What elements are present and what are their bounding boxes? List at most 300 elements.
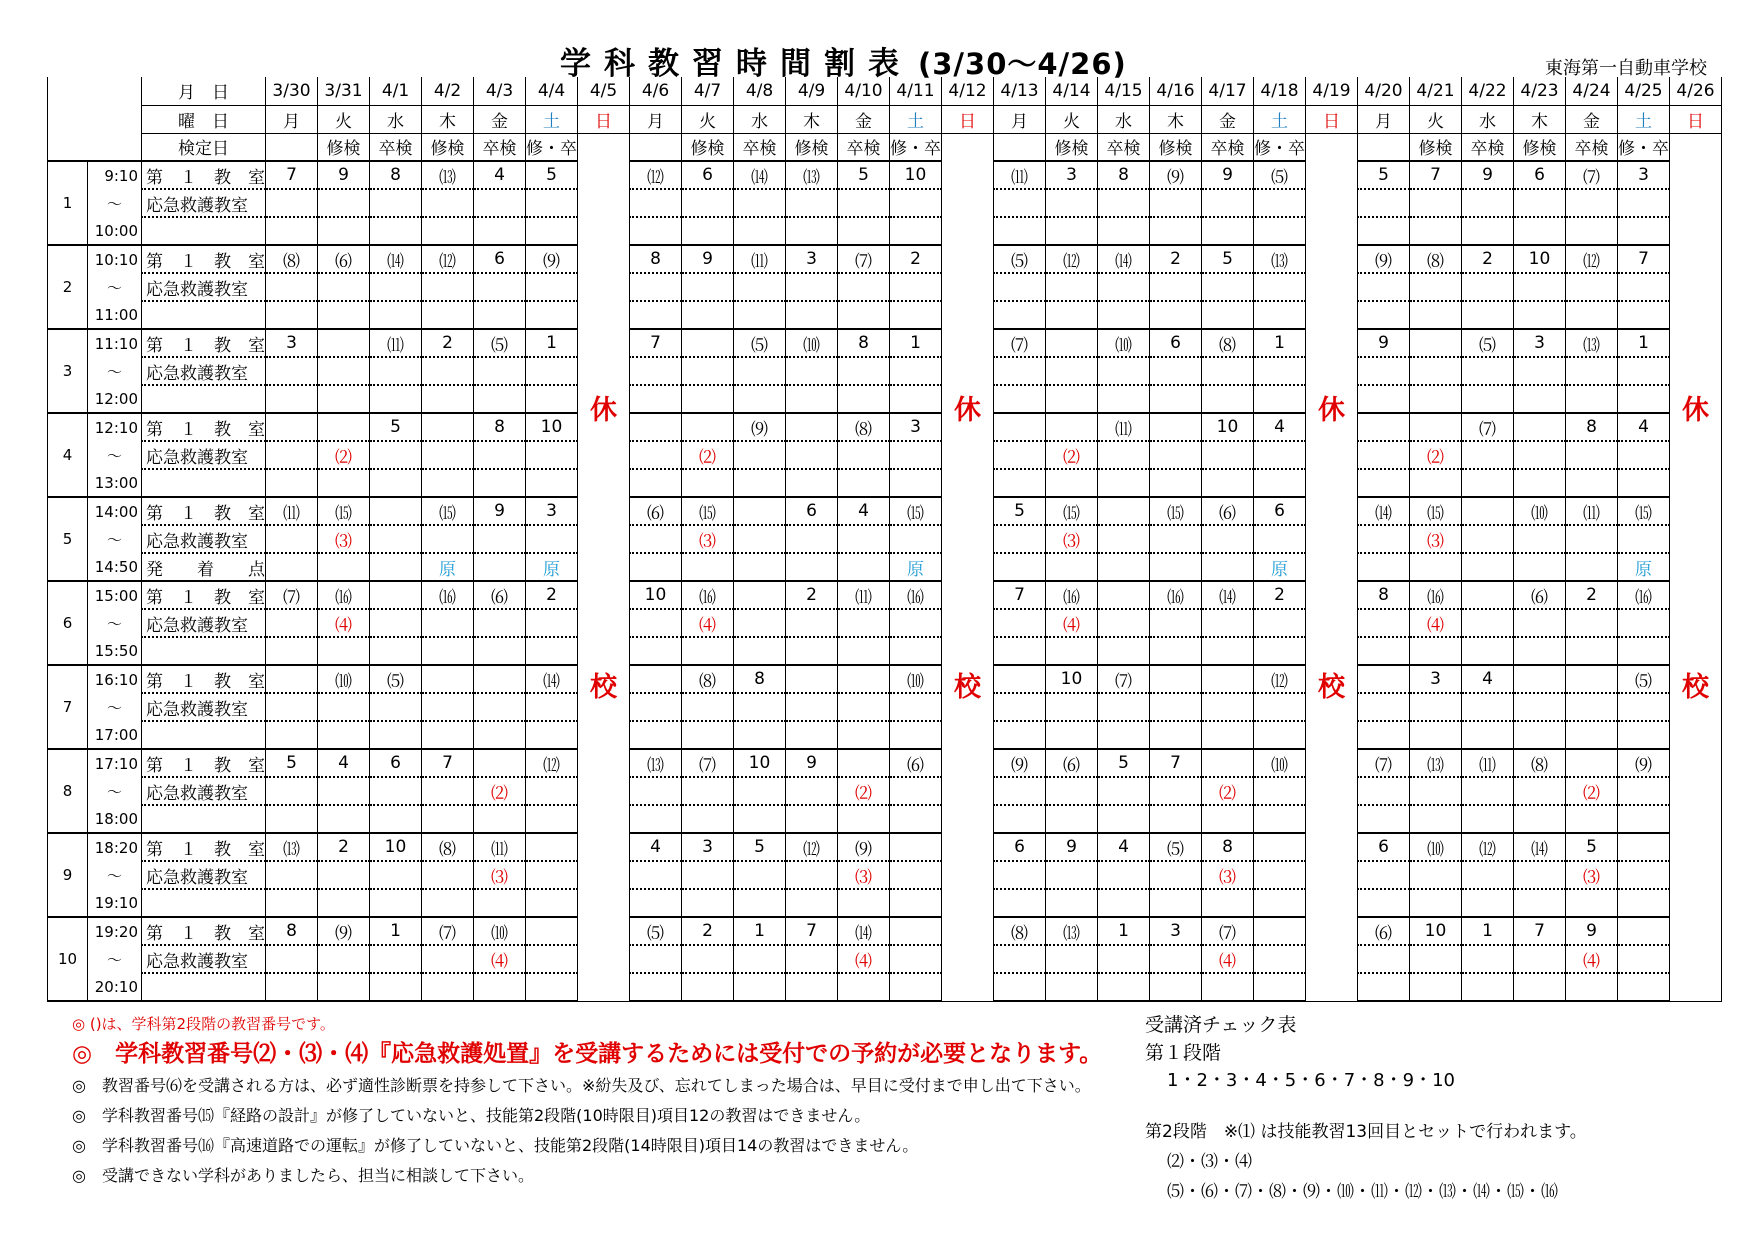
cell-empty: [890, 385, 942, 413]
cell-aid: [1358, 441, 1410, 469]
cell-empty: [1254, 721, 1306, 749]
header-exam-cell: [630, 133, 682, 161]
period-time-sep: 〜: [88, 525, 142, 553]
cell-empty: [1566, 469, 1618, 497]
cell-empty: [318, 385, 370, 413]
cell-room1: ⑸: [370, 665, 422, 693]
cell-room1: 1: [1098, 917, 1150, 945]
cell-aid: [1254, 609, 1306, 637]
cell-aid: [370, 273, 422, 301]
cell-room1: ⑺: [1202, 917, 1254, 945]
cell-empty: [1098, 469, 1150, 497]
cell-empty: [1514, 217, 1566, 245]
cell-aid: [266, 693, 318, 721]
cell-aid: [1046, 861, 1098, 889]
cell-empty: [682, 385, 734, 413]
cell-empty: [1254, 973, 1306, 1001]
cell-empty: [1514, 805, 1566, 833]
cell-aid: [1358, 945, 1410, 973]
cell-aid: ⑵: [474, 777, 526, 805]
cell-room1: [890, 833, 942, 861]
cell-empty: [1046, 973, 1098, 1001]
cell-room1: [1254, 833, 1306, 861]
cell-room1: 6: [1150, 329, 1202, 357]
cell-empty: [1514, 973, 1566, 1001]
cell-room1: 1: [734, 917, 786, 945]
cell-room1: ⑺: [266, 581, 318, 609]
cell-empty: [266, 973, 318, 1001]
cell-room1: ⑿: [422, 245, 474, 273]
cell-room1: ⒁: [838, 917, 890, 945]
cell-aid: [838, 525, 890, 553]
cell-empty: [1046, 805, 1098, 833]
cell-room1: [1410, 329, 1462, 357]
cell-aid: [1514, 441, 1566, 469]
cell-aid: [994, 861, 1046, 889]
cell-aid: [630, 273, 682, 301]
cell-aid: [1358, 525, 1410, 553]
cell-empty: [318, 805, 370, 833]
cell-room1: [318, 413, 370, 441]
cell-aid: [526, 357, 578, 385]
cell-aid: [1358, 357, 1410, 385]
cell-aid: [1046, 273, 1098, 301]
cell-room1: ⑻: [994, 917, 1046, 945]
cell-aid: [1098, 609, 1150, 637]
cell-aid: [630, 693, 682, 721]
cell-room1: 3: [266, 329, 318, 357]
cell-aid: [1462, 609, 1514, 637]
cell-room1: 5: [370, 413, 422, 441]
header-exam-cell: 修検: [786, 133, 838, 161]
cell-aid: [786, 525, 838, 553]
cell-aid: ⑵: [682, 441, 734, 469]
cell-empty: [786, 469, 838, 497]
cell-empty: [630, 721, 682, 749]
cell-aid: [526, 525, 578, 553]
cell-empty: [370, 217, 422, 245]
cell-aid: [1514, 189, 1566, 217]
cell-room1: ⑾: [1098, 413, 1150, 441]
header-date-cell: 4/16: [1150, 77, 1202, 105]
period-time-sep: 〜: [88, 441, 142, 469]
cell-empty: [890, 973, 942, 1001]
cell-aid: [266, 273, 318, 301]
cell-aid: [526, 189, 578, 217]
cell-empty: [1462, 217, 1514, 245]
cell-aid: [1410, 861, 1462, 889]
cell-aid: [266, 441, 318, 469]
period-time-sep: 〜: [88, 945, 142, 973]
cell-room1: 10: [890, 161, 942, 189]
cell-room1: 4: [1098, 833, 1150, 861]
cell-aid: [734, 693, 786, 721]
cell-room1: 10: [1410, 917, 1462, 945]
header-date-cell: 4/5: [578, 77, 630, 105]
cell-empty: [1618, 637, 1670, 665]
cell-room1: ⒂: [890, 497, 942, 525]
cell-room1: ⑾: [266, 497, 318, 525]
cell-empty: [1046, 721, 1098, 749]
cell-room1: 3: [1150, 917, 1202, 945]
cell-room1: 3: [1410, 665, 1462, 693]
cell-room1: ⑻: [422, 833, 474, 861]
cell-room1: [682, 329, 734, 357]
room-label-aid: 応急救護教室: [142, 525, 266, 553]
cell-aid: [1150, 357, 1202, 385]
cell-room1: ⑽: [786, 329, 838, 357]
cell-aid: [526, 945, 578, 973]
cell-empty: [1358, 721, 1410, 749]
cell-aid: [1358, 693, 1410, 721]
cell-aid: [994, 273, 1046, 301]
cell-empty: [266, 385, 318, 413]
header-weekday-cell: 月: [1358, 105, 1410, 133]
cell-aid: ⑶: [1202, 861, 1254, 889]
cell-room1: ⑺: [1358, 749, 1410, 777]
cell-empty: [994, 805, 1046, 833]
cell-empty: [1566, 217, 1618, 245]
room-label-empty: [142, 889, 266, 917]
cell-empty: [838, 301, 890, 329]
cell-empty: [630, 889, 682, 917]
cell-aid: [786, 945, 838, 973]
cell-aid: [422, 189, 474, 217]
header-weekday-cell: 火: [1046, 105, 1098, 133]
cell-empty: [890, 805, 942, 833]
cell-room1: ⒃: [1410, 581, 1462, 609]
cell-aid: [1358, 189, 1410, 217]
note-2: ◎ 学科教習番号⑵・⑶・⑷『応急救護処置』を受講するためには受付での予約が必要となります。: [72, 1041, 1103, 1067]
cell-aid: [994, 945, 1046, 973]
header-date-cell: 4/9: [786, 77, 838, 105]
cell-room1: ⒃: [422, 581, 474, 609]
header-exam-cell: 卒検: [1566, 133, 1618, 161]
cell-aid: [1514, 777, 1566, 805]
cell-empty: [1358, 805, 1410, 833]
cell-room1: [734, 581, 786, 609]
cell-aid: ⑷: [318, 609, 370, 637]
cell-room1: ⑺: [1566, 161, 1618, 189]
room-label-first: 第 １ 教 室: [142, 413, 266, 441]
cell-room1: 8: [1202, 833, 1254, 861]
cell-empty: [1254, 637, 1306, 665]
cell-aid: [1514, 945, 1566, 973]
cell-aid: [1618, 441, 1670, 469]
cell-empty: [682, 973, 734, 1001]
cell-empty: [422, 889, 474, 917]
cell-room1: ⑿: [1046, 245, 1098, 273]
cell-aid: [994, 777, 1046, 805]
cell-empty: [838, 805, 890, 833]
cell-depart: [1462, 553, 1514, 581]
period-time-start: 14:00: [88, 497, 142, 525]
cell-aid: ⑵: [838, 777, 890, 805]
cell-room1: [890, 917, 942, 945]
header-exam-cell: 修検: [1410, 133, 1462, 161]
cell-empty: [1514, 721, 1566, 749]
cell-room1: ⒀: [422, 161, 474, 189]
cell-empty: [370, 721, 422, 749]
cell-room1: 1: [890, 329, 942, 357]
cell-empty: [474, 301, 526, 329]
cell-empty: [1046, 385, 1098, 413]
cell-aid: ⑷: [1410, 609, 1462, 637]
header-weekday-cell: 日: [1670, 105, 1722, 133]
cell-aid: [1150, 273, 1202, 301]
cell-room1: 7: [1150, 749, 1202, 777]
cell-aid: [994, 357, 1046, 385]
cell-room1: ⑹: [1046, 749, 1098, 777]
cell-aid: [1150, 861, 1202, 889]
room-label-empty: [142, 637, 266, 665]
cell-room1: 4: [1462, 665, 1514, 693]
cell-empty: [1046, 217, 1098, 245]
cell-aid: [1514, 609, 1566, 637]
room-label-first: 第 １ 教 室: [142, 161, 266, 189]
cell-empty: [1410, 637, 1462, 665]
cell-aid: [370, 861, 422, 889]
cell-aid: [1098, 693, 1150, 721]
cell-room1: [630, 413, 682, 441]
cell-room1: 6: [474, 245, 526, 273]
closed-label-top: 休: [590, 395, 617, 426]
period-time-start: 10:10: [88, 245, 142, 273]
cell-empty: [994, 637, 1046, 665]
header-date-cell: 4/6: [630, 77, 682, 105]
cell-empty: [1566, 637, 1618, 665]
cell-empty: [1098, 301, 1150, 329]
cell-aid: [1150, 777, 1202, 805]
header-exam-cell: 修・卒: [526, 133, 578, 161]
cell-aid: [838, 441, 890, 469]
cell-aid: [1150, 525, 1202, 553]
cell-aid: [318, 273, 370, 301]
cell-empty: [1358, 973, 1410, 1001]
cell-empty: [1150, 889, 1202, 917]
cell-empty: [1098, 973, 1150, 1001]
header-weekday-cell: 土: [1254, 105, 1306, 133]
header-weekday-cell: 木: [1514, 105, 1566, 133]
cell-aid: [1358, 777, 1410, 805]
cell-room1: 7: [1618, 245, 1670, 273]
cell-room1: ⑹: [1514, 581, 1566, 609]
room-label-aid: 応急救護教室: [142, 777, 266, 805]
header-date-cell: 4/12: [942, 77, 994, 105]
closed-cell: [578, 161, 630, 1001]
cell-empty: [1202, 637, 1254, 665]
room-label-depart: 発 着 点: [142, 553, 266, 581]
period-time-end: 20:10: [88, 973, 142, 1001]
cell-empty: [1254, 889, 1306, 917]
stage1-label: 第１段階: [1145, 1042, 1222, 1064]
cell-room1: ⑻: [266, 245, 318, 273]
header-date-cell: 4/20: [1358, 77, 1410, 105]
cell-aid: [1254, 273, 1306, 301]
cell-room1: ⑹: [1358, 917, 1410, 945]
header-weekday-cell: 日: [942, 105, 994, 133]
cell-room1: ⑼: [1358, 245, 1410, 273]
cell-room1: 3: [890, 413, 942, 441]
cell-empty: [994, 217, 1046, 245]
cell-room1: ⑿: [1254, 665, 1306, 693]
period-number: 8: [48, 749, 88, 833]
cell-depart: [734, 553, 786, 581]
cell-empty: [526, 469, 578, 497]
cell-room1: [1566, 665, 1618, 693]
school-name: 東海第一自動車学校: [1545, 58, 1707, 79]
stage1-items: 1・2・3・4・5・6・7・8・9・10: [1167, 1070, 1455, 1091]
cell-room1: 8: [838, 329, 890, 357]
cell-room1: ⒂: [1150, 497, 1202, 525]
header-date-label: 月 日: [142, 77, 266, 105]
cell-aid: [630, 609, 682, 637]
header-exam-cell: [994, 133, 1046, 161]
cell-room1: [1358, 665, 1410, 693]
cell-aid: [1514, 357, 1566, 385]
cell-aid: [890, 777, 942, 805]
cell-room1: ⒁: [1514, 833, 1566, 861]
cell-aid: [1098, 525, 1150, 553]
cell-room1: [1358, 413, 1410, 441]
cell-empty: [318, 721, 370, 749]
header-weekday-cell: 日: [1306, 105, 1358, 133]
cell-empty: [1410, 385, 1462, 413]
cell-room1: 5: [266, 749, 318, 777]
header-exam-label: 検定日: [142, 133, 266, 161]
room-label-aid: 応急救護教室: [142, 189, 266, 217]
cell-room1: 10: [1514, 245, 1566, 273]
header-exam-cell: [1306, 133, 1358, 161]
cell-room1: 9: [318, 161, 370, 189]
cell-room1: 6: [994, 833, 1046, 861]
cell-aid: [526, 861, 578, 889]
cell-depart: [1046, 553, 1098, 581]
cell-room1: 9: [1566, 917, 1618, 945]
cell-room1: 7: [266, 161, 318, 189]
header-weekday-cell: 土: [890, 105, 942, 133]
cell-aid: [1254, 861, 1306, 889]
cell-room1: [318, 329, 370, 357]
cell-room1: ⑼: [838, 833, 890, 861]
cell-empty: [1566, 385, 1618, 413]
cell-room1: 6: [786, 497, 838, 525]
cell-aid: [422, 861, 474, 889]
cell-aid: [1566, 609, 1618, 637]
cell-room1: ⑻: [682, 665, 734, 693]
closed-label-top: 休: [954, 395, 981, 426]
cell-aid: [266, 777, 318, 805]
cell-room1: [1254, 917, 1306, 945]
cell-room1: [1514, 665, 1566, 693]
cell-aid: [1202, 189, 1254, 217]
cell-empty: [1202, 721, 1254, 749]
cell-aid: [474, 609, 526, 637]
cell-aid: [682, 945, 734, 973]
cell-aid: [370, 357, 422, 385]
cell-empty: [786, 637, 838, 665]
cell-room1: ⑽: [318, 665, 370, 693]
cell-depart: [1514, 553, 1566, 581]
cell-room1: [630, 665, 682, 693]
cell-empty: [994, 721, 1046, 749]
cell-aid: [266, 357, 318, 385]
header-exam-cell: 修検: [1046, 133, 1098, 161]
header-weekday-cell: 木: [786, 105, 838, 133]
cell-empty: [370, 469, 422, 497]
cell-room1: [370, 497, 422, 525]
cell-empty: [1358, 637, 1410, 665]
cell-room1: [994, 413, 1046, 441]
cell-room1: ⒂: [422, 497, 474, 525]
cell-room1: ⑺: [1098, 665, 1150, 693]
period-time-sep: 〜: [88, 609, 142, 637]
cell-room1: ⑽: [1254, 749, 1306, 777]
cell-aid: [474, 189, 526, 217]
cell-empty: [526, 301, 578, 329]
cell-aid: [890, 189, 942, 217]
cell-room1: ⑺: [838, 245, 890, 273]
cell-empty: [526, 889, 578, 917]
stage2-line2: ⑸・⑹・⑺・⑻・⑼・⑽・⑾・⑿・⒀・⒁・⒂・⒃: [1167, 1182, 1558, 1202]
cell-room1: ⑾: [994, 161, 1046, 189]
cell-aid: [266, 945, 318, 973]
cell-empty: [890, 889, 942, 917]
cell-empty: [1410, 721, 1462, 749]
cell-empty: [266, 637, 318, 665]
cell-empty: [1254, 301, 1306, 329]
cell-aid: [474, 525, 526, 553]
cell-room1: [370, 581, 422, 609]
period-time-sep: 〜: [88, 189, 142, 217]
cell-empty: [890, 469, 942, 497]
header-date-cell: 4/2: [422, 77, 474, 105]
cell-depart: 原: [526, 553, 578, 581]
cell-aid: [1098, 441, 1150, 469]
period-time-end: 12:00: [88, 385, 142, 413]
cell-aid: [786, 693, 838, 721]
cell-aid: [630, 861, 682, 889]
period-time-end: 15:50: [88, 637, 142, 665]
cell-empty: [370, 637, 422, 665]
cell-aid: [1254, 777, 1306, 805]
cell-empty: [890, 301, 942, 329]
header-exam-cell: 卒検: [1462, 133, 1514, 161]
cell-aid: [734, 861, 786, 889]
cell-room1: 5: [526, 161, 578, 189]
cell-aid: [786, 861, 838, 889]
cell-empty: [838, 637, 890, 665]
cell-aid: [838, 273, 890, 301]
cell-room1: 2: [890, 245, 942, 273]
cell-empty: [1254, 385, 1306, 413]
cell-empty: [734, 301, 786, 329]
period-number: 3: [48, 329, 88, 413]
cell-empty: [474, 721, 526, 749]
cell-aid: [474, 693, 526, 721]
cell-room1: 5: [1566, 833, 1618, 861]
cell-aid: [1618, 693, 1670, 721]
cell-aid: [1410, 273, 1462, 301]
cell-empty: [422, 805, 474, 833]
cell-depart: [474, 553, 526, 581]
room-label-empty: [142, 721, 266, 749]
cell-empty: [318, 973, 370, 1001]
cell-room1: 4: [1254, 413, 1306, 441]
cell-room1: 7: [1410, 161, 1462, 189]
closed-label-bottom: 校: [1682, 672, 1709, 703]
cell-aid: [1566, 693, 1618, 721]
